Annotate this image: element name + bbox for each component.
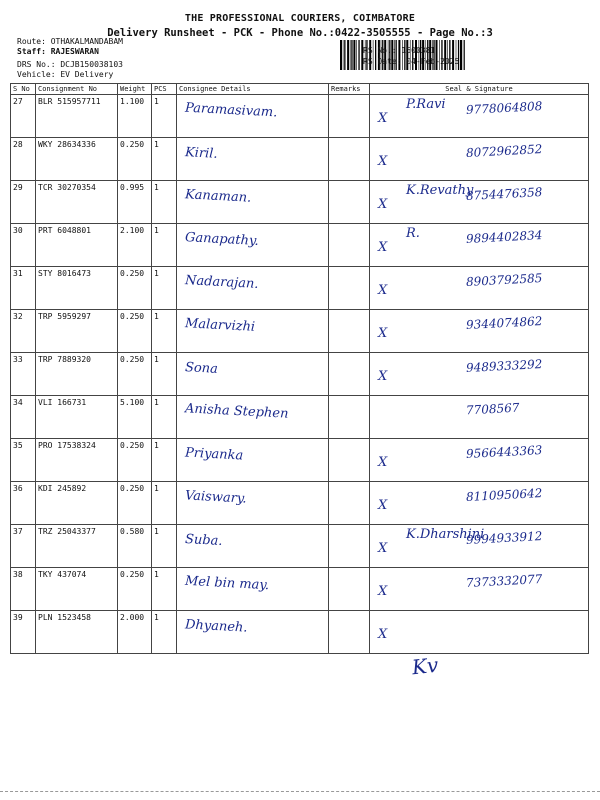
signature-mark: X (378, 154, 388, 169)
pieces: 1 (152, 525, 177, 568)
consignee-details (177, 482, 329, 525)
serial-number: 29 (11, 181, 36, 224)
table-header-row (11, 84, 589, 95)
seal-signature (370, 482, 589, 525)
remarks (329, 396, 370, 439)
col-header: Consignment No (36, 84, 118, 95)
signer-name: K.Revathy (406, 183, 474, 198)
signature-mark: X (378, 111, 388, 126)
serial-number: 38 (11, 568, 36, 611)
serial-number: 37 (11, 525, 36, 568)
col-header: Seal & Signature (370, 84, 589, 95)
consignee-details (177, 611, 329, 654)
barcode-bar (347, 40, 349, 70)
pieces: 1 (152, 95, 177, 138)
signer-phone: 8072962852 (465, 142, 543, 160)
barcode-bar (350, 40, 351, 70)
seal-signature (370, 267, 589, 310)
signature-mark: X (378, 455, 388, 470)
pieces: 1 (152, 568, 177, 611)
consignment-number: TCR 30270354 (36, 181, 118, 224)
signer-phone: 9344074862 (465, 314, 543, 332)
consignee-details (177, 568, 329, 611)
remarks (329, 439, 370, 482)
weight: 0.995 (118, 181, 152, 224)
signature-mark: X (378, 369, 388, 384)
consignment-number: KDI 245892 (36, 482, 118, 525)
pieces: 1 (152, 482, 177, 525)
weight: 0.250 (118, 439, 152, 482)
pieces: 1 (152, 267, 177, 310)
consignee-details (177, 95, 329, 138)
staff (17, 47, 99, 56)
consignee-handwriting: Mel bin may. (184, 573, 270, 594)
remarks (329, 138, 370, 181)
table-row (11, 482, 589, 525)
consignee-handwriting: Paramasivam. (184, 100, 278, 121)
rs-date: RS Date: 04-Feb-2025 (363, 57, 460, 66)
consignee-handwriting: Sona (184, 360, 219, 377)
table-row (11, 310, 589, 353)
weight: 0.250 (118, 353, 152, 396)
seal-signature (370, 224, 589, 267)
remarks (329, 353, 370, 396)
signer-phone: 9489333292 (465, 357, 543, 375)
col-header: Remarks (329, 84, 370, 95)
pieces: 1 (152, 138, 177, 181)
table-row (11, 353, 589, 396)
signature-mark: X (378, 584, 388, 599)
remarks (329, 181, 370, 224)
supervisor-signature: Kv (410, 652, 440, 680)
seal-signature (370, 353, 589, 396)
remarks (329, 224, 370, 267)
seal-signature (370, 525, 589, 568)
consignment-number: STY 8016473 (36, 267, 118, 310)
remarks (329, 611, 370, 654)
consignee-handwriting: Anisha Stephen (184, 401, 289, 422)
page-bottom-divider (0, 791, 600, 792)
seal-signature (370, 439, 589, 482)
seal-signature (370, 138, 589, 181)
weight: 5.100 (118, 396, 152, 439)
serial-number: 34 (11, 396, 36, 439)
weight: 0.250 (118, 482, 152, 525)
consignee-handwriting: Kanaman. (184, 187, 252, 206)
signer-phone: 8903792585 (465, 271, 543, 289)
table-row (11, 525, 589, 568)
remarks (329, 525, 370, 568)
staff-value: RAJESWARAN (50, 47, 99, 56)
signature-mark: X (378, 197, 388, 212)
barcode-bar (344, 40, 345, 70)
signer-phone: 7373332077 (465, 572, 543, 590)
serial-number: 36 (11, 482, 36, 525)
remarks (329, 310, 370, 353)
signer-phone: 8110950642 (465, 486, 543, 504)
weight: 1.100 (118, 95, 152, 138)
serial-number: 30 (11, 224, 36, 267)
signature-mark: X (378, 541, 388, 556)
signature-mark: X (378, 326, 388, 341)
consignee-details (177, 181, 329, 224)
weight: 0.250 (118, 568, 152, 611)
consignment-number: PLN 1523458 (36, 611, 118, 654)
barcode-bar (356, 40, 357, 70)
serial-number: 33 (11, 353, 36, 396)
drs-number: DRS No.: DCJB150038103 (17, 60, 123, 69)
pieces: 1 (152, 224, 177, 267)
remarks (329, 482, 370, 525)
signer-name: K.Dharshini (406, 527, 485, 542)
staff-label: Staff: (17, 47, 46, 56)
col-header: PCS (152, 84, 177, 95)
seal-signature (370, 568, 589, 611)
serial-number: 32 (11, 310, 36, 353)
consignment-number: TKY 437074 (36, 568, 118, 611)
pieces: 1 (152, 181, 177, 224)
signer-name: P.Ravi (406, 97, 446, 112)
table-row (11, 611, 589, 654)
consignee-details (177, 224, 329, 267)
barcode-bar (351, 40, 352, 70)
signature-mark: X (378, 283, 388, 298)
consignee-details (177, 267, 329, 310)
consignment-number: BLR 515957711 (36, 95, 118, 138)
serial-number: 39 (11, 611, 36, 654)
consignment-number: TRP 7889320 (36, 353, 118, 396)
signer-phone: 8754476358 (465, 185, 543, 203)
signer-phone: 9894402834 (465, 228, 543, 246)
consignee-details (177, 310, 329, 353)
runsheet-table (10, 83, 589, 654)
weight: 0.250 (118, 267, 152, 310)
serial-number: 35 (11, 439, 36, 482)
pieces: 1 (152, 396, 177, 439)
table-row (11, 138, 589, 181)
pieces: 1 (152, 439, 177, 482)
consignment-number: PRT 6048801 (36, 224, 118, 267)
consignee-handwriting: Vaiswary. (184, 488, 247, 507)
consignee-handwriting: Malarvizhi (184, 316, 256, 335)
seal-signature (370, 181, 589, 224)
consignee-details (177, 396, 329, 439)
pieces: 1 (152, 353, 177, 396)
runsheet-title: Delivery Runsheet - PCK - Phone No.:0422-3505555 - Page No.:3 (107, 27, 493, 39)
serial-number: 31 (11, 267, 36, 310)
signature-mark: X (378, 627, 388, 642)
seal-signature (370, 310, 589, 353)
col-header: Consignee Details (177, 84, 329, 95)
barcode-bar (464, 40, 465, 70)
consignment-number: PRO 17538324 (36, 439, 118, 482)
signature-mark: X (378, 498, 388, 513)
barcode-bar (343, 40, 344, 70)
table-row (11, 396, 589, 439)
serial-number: 28 (11, 138, 36, 181)
pieces: 1 (152, 611, 177, 654)
signer-phone: 9994933912 (465, 529, 543, 547)
route: Route: OTHAKALMANDABAM (17, 37, 123, 46)
weight: 0.580 (118, 525, 152, 568)
table-row (11, 181, 589, 224)
consignee-handwriting: Suba. (184, 532, 223, 549)
col-header: Weight (118, 84, 152, 95)
consignee-handwriting: Priyanka (184, 445, 244, 464)
barcode-bar (460, 40, 462, 70)
table-row (11, 439, 589, 482)
serial-number: 27 (11, 95, 36, 138)
remarks (329, 267, 370, 310)
seal-signature (370, 611, 589, 654)
consignment-number: TRZ 25043377 (36, 525, 118, 568)
vehicle: Vehicle: EV Delivery (17, 70, 114, 79)
weight: 0.250 (118, 310, 152, 353)
pieces: 1 (152, 310, 177, 353)
consignee-details (177, 353, 329, 396)
consignment-number: VLI 166731 (36, 396, 118, 439)
rs-number: RS No.: 1500381 (363, 46, 436, 55)
barcode-bar (340, 40, 342, 70)
table-row (11, 95, 589, 138)
consignment-number: WKY 28634336 (36, 138, 118, 181)
signer-name: R. (406, 226, 420, 241)
table-row (11, 267, 589, 310)
consignee-handwriting: Kiril. (184, 145, 218, 162)
signer-phone: 9778064808 (465, 99, 543, 117)
remarks (329, 568, 370, 611)
remarks (329, 95, 370, 138)
consignee-handwriting: Nadarajan. (184, 273, 259, 292)
barcode-bar (358, 40, 359, 70)
signer-phone: 7708567 (465, 400, 520, 418)
signer-phone: 9566443363 (465, 443, 543, 461)
consignee-handwriting: Ganapathy. (184, 230, 260, 249)
weight: 2.000 (118, 611, 152, 654)
seal-signature (370, 396, 589, 439)
col-header: S No (11, 84, 36, 95)
consignee-details (177, 439, 329, 482)
barcode-bar (463, 40, 464, 70)
consignee-details (177, 525, 329, 568)
barcode-bar (353, 40, 355, 70)
consignment-number: TRP 5959297 (36, 310, 118, 353)
weight: 0.250 (118, 138, 152, 181)
consignee-handwriting: Dhyaneh. (184, 617, 248, 636)
weight: 2.100 (118, 224, 152, 267)
table-row (11, 568, 589, 611)
seal-signature (370, 95, 589, 138)
signature-mark: X (378, 240, 388, 255)
company-title: THE PROFESSIONAL COURIERS, COIMBATORE (184, 13, 416, 24)
table-row (11, 224, 589, 267)
consignee-details (177, 138, 329, 181)
